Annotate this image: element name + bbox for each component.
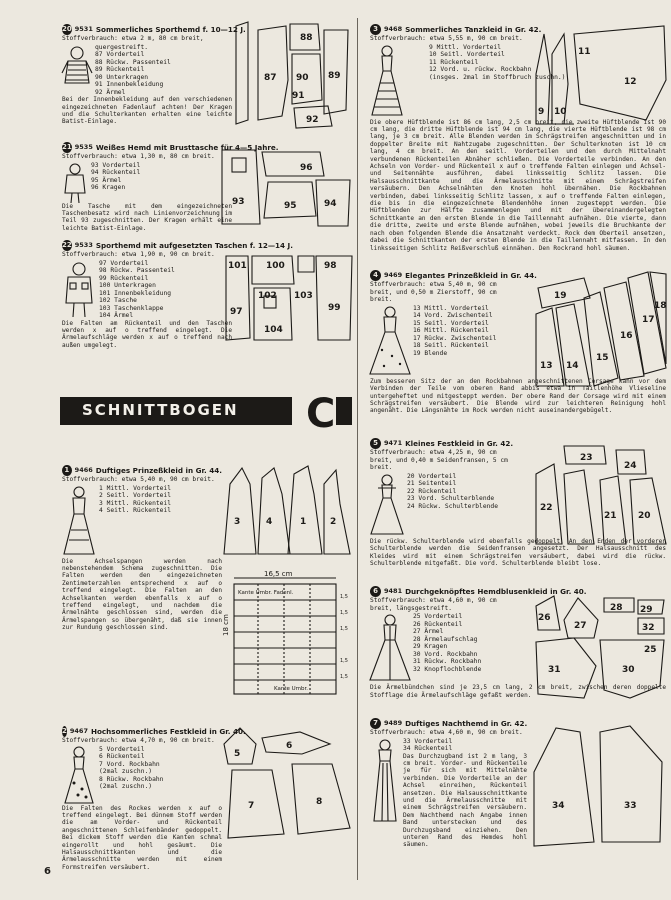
part-item: 87 Vorderteil (95, 51, 145, 59)
article-number: 9533 (74, 240, 93, 249)
parts-list (407, 473, 498, 538)
part-item: 6 Rückenteil (99, 753, 145, 761)
piece-label: 13 (540, 361, 553, 371)
fabric-consumption: Stoffverbrauch: etwa 5,55 m, 90 cm breit. (370, 35, 523, 42)
part-item: 33 Vorderteil (403, 737, 453, 745)
entry-description: Die Falten des Rockes werden x auf o treffend eingelegt. Bei dünnem Stoff werden die am Vorder- und Rückenteil angeschnittenen Schleifenbänder gedoppelt. Bei dickem Stoff werden die Kanten schmal eingerollt und hohl gesäumt. Die Halsausschnittkanten und die Ärmelausschnitte werden mit einem Formstreifen versäubert. (62, 804, 222, 871)
part-item: 10 Seitl. Vorderteil (429, 51, 505, 59)
dance-dress-illustration (370, 43, 404, 119)
piece-label: 87 (264, 73, 277, 83)
entry-number: 21 (62, 142, 72, 153)
entry-description: Das Durchzugband ist 2 m lang, 3 cm breit. Vorder- und Rückenteile je für sich mit Mittelnähte verbinden. Die Vorderteile an der Achsel einreihen, Rückenteil ansetzen. Die Halsausschnittkante und die Ärmelausschnitte mit einem Schrägstreifen versäubern. Dem Nachthemd nach Angabe innen Band unterstecken und des Durchzugsband einziehen. Den unteren Rand des Hemdes hohl säumen. (403, 752, 527, 849)
entry-number: 4 (370, 270, 381, 281)
page-number: 6 (44, 866, 51, 877)
article-number: 9531 (74, 24, 93, 33)
fabric-consumption: Stoffverbrauch: etwa 2 m, 80 cm breit, (62, 35, 204, 42)
fabric-consumption: Stoffverbrauch: etwa 4,60 m, 90 cm breit. (370, 729, 523, 736)
shirtwaist-dress-illustration (370, 612, 410, 684)
scheme-height-label: 18 cm (222, 614, 230, 636)
entry-heading (62, 465, 222, 476)
entry-number: 3 (370, 24, 381, 35)
part-item: 23 Vord. Schulterblende (407, 495, 495, 503)
piece-label: 100 (266, 261, 285, 271)
parts-list (99, 260, 175, 320)
part-item: 17 Rückw. Zwischenteil (413, 334, 497, 342)
pattern-pieces-6 (534, 590, 668, 702)
piece-label: 92 (306, 115, 319, 125)
sport-shirt-illustration (62, 259, 96, 317)
banner-letter: C (306, 391, 336, 437)
entry-description: Bei der Innenbekleidung auf den verschiedenen eingezeichneten Fadenlauf achten! Der Kragen und die Schulterkanten erhalten eine leichte Batist-Einlage. (62, 96, 232, 126)
part-item: 93 Vorderteil (91, 161, 141, 169)
piece-label: 89 (328, 71, 341, 81)
festive-dress-illustration (62, 745, 96, 805)
schnittbogen-banner (60, 391, 352, 437)
part-item: 99 Rückenteil (99, 274, 149, 282)
part-item: 3 Mittl. Rückenteil (99, 499, 172, 507)
article-number: 9466 (74, 465, 93, 474)
part-item: 31 Rückw. Rockbahn (413, 658, 482, 666)
pattern-entry-21 (62, 142, 279, 232)
piece-label: 3 (234, 517, 241, 527)
article-number: 9467 (69, 726, 88, 735)
part-item: 102 Tasche (99, 297, 137, 305)
strap-scheme-diagram (224, 566, 356, 706)
parts-list (413, 305, 496, 378)
piece-label: 28 (610, 603, 623, 613)
piece-label: 9 (538, 107, 545, 117)
entry-title: Hochsommerliches Festkleid in Gr. 40. (90, 726, 246, 736)
pattern-entry-22 (62, 240, 293, 349)
piece-label: 2 (330, 517, 337, 527)
entry-title: Kleines Festkleid in Gr. 42. (405, 438, 514, 448)
piece-label: 23 (580, 453, 593, 463)
part-item: 2 Seitl. Vorderteil (99, 492, 172, 500)
pattern-pieces-3 (534, 24, 668, 128)
piece-label: 11 (578, 47, 591, 57)
piece-label: 21 (604, 511, 617, 521)
article-number: 9481 (384, 586, 403, 595)
part-item: 103 Taschenklappe (99, 304, 164, 312)
pattern-pieces-21 (220, 146, 354, 228)
piece-label: 17 (642, 315, 655, 325)
piece-label: 15 (596, 353, 609, 363)
part-item: (2mal zuschn.) (99, 783, 153, 791)
part-item: 5 Vorderteil (99, 745, 145, 753)
part-item: 88 Rückw. Passenteil (95, 58, 171, 66)
child-shirt-illustration (62, 161, 88, 203)
parts-list (95, 44, 171, 97)
part-item: 97 Vorderteil (99, 259, 149, 267)
boy-shirt-illustration (62, 43, 92, 93)
piece-label: 103 (294, 291, 313, 301)
entry-title: Weißes Hemd mit Brusttasche für 4—5 Jahre. (95, 142, 279, 152)
entry-description: Die obere Hüftblende ist 86 cm lang, 2,5 cm breit, die zweite Hüftblende ist 90 cm lang, die dritte Hüftblende ist 94 cm lang, die vierte Hüftblende ist 98 cm lang, je 3 cm breit. Alle Blenden werden im Schrägstreifen angeschnitten und in doppelter Breite mit Nahtzugabe zugeschnitten. Der Schulterknoten ist 10 cm lang, 4 cm breit. An den seitl. Vorderteilen und den durch Mittelnaht verbundenen Rückenteilen Abnäher schließen. Die Vorderteile verbinden. An den Achseln von Vorder- und Rückenteil x auf o treffende Falten einlegen und Achsel- und Seitennähte ausführen, dabei linksseitig Schlitz lassen. Die Halsausschnittkante und die Ärmelausschnitte mit einem Schrägstreifen versäubern. Den Achselnähten den Knoten hohl übernähen. Die Rockbahnen verbinden, dabei linksseitig Schlitz lassen, x auf o treffende Falten einlegen, die bis in die eingezeichnete Blendenhöhe innen zugesteppt werden. Die Hüftblenden zur Hälfte zusammenlegen und mit der übereinandergelegten Schnittkante an den ersten Blende in die Taillennaht aufnähen. Die vierte, dann die dritte, zweite und erste Blende aufnähen, wobei jeweils die Bruchkante der nach oben folgenden Blende die Ansatznaht verdeckt. Rock dem Oberteil ansetzen, dabei die Schnittkanten der ersten Blende in die Taillennaht mitfassen. In den linksseitigen Schlitz Reißverschluß einnähen. Den Rockrand hohl säumen. (370, 118, 666, 252)
pattern-pieces-22 (224, 254, 354, 344)
scheme-top-label: Kante Umbr. Fadenl. (238, 590, 294, 596)
piece-label: 93 (232, 197, 245, 207)
piece-label: 22 (540, 503, 553, 513)
entry-title: Duftiges Prinzeßkleid in Gr. 44. (95, 465, 222, 475)
part-item: 7 Vord. Rockbahn (99, 760, 160, 768)
part-item: 90 Unterkragen (95, 73, 149, 81)
pattern-pieces-20 (228, 20, 352, 132)
entry-heading (370, 718, 530, 729)
part-item: 95 Ärmel (91, 176, 122, 184)
part-item: 27 Ärmel (413, 628, 444, 636)
piece-label: 10 (554, 107, 567, 117)
piece-label: 19 (554, 291, 567, 301)
part-item: quergestreift. (95, 43, 149, 51)
scheme-side-mark: 1,5 (340, 594, 348, 600)
piece-label: 97 (230, 307, 243, 317)
entry-description: Die Tasche mit dem eingezeichneten Taschenbesatz wird nach Linienvorzeichnung im Teil 93 zugeschnitten. Der Kragen erhält eine leichte Batist-Einlage. (62, 202, 232, 232)
piece-label: 31 (548, 665, 561, 675)
part-item: 30 Vord. Rockbahn (413, 650, 478, 658)
part-item: 11 Rückenteil (429, 58, 479, 66)
pattern-pieces-4 (534, 268, 668, 392)
part-item: 34 Rückenteil (403, 745, 453, 753)
part-item: 98 Rückw. Passenteil (99, 267, 175, 275)
part-item: (insges. 2mal im Stoffbruch zuschn.) (429, 73, 566, 81)
part-item: 16 Mittl. Rückenteil (413, 327, 489, 335)
part-item: 25 Vorderteil (413, 613, 463, 621)
piece-label: 4 (266, 517, 273, 527)
article-number: 9535 (74, 142, 93, 151)
piece-label: 34 (552, 801, 565, 811)
piece-label: 1 (300, 517, 307, 527)
part-item: 21 Seitenteil (407, 480, 457, 488)
piece-label: 94 (324, 199, 337, 209)
piece-label: 30 (622, 665, 635, 675)
pattern-entry-20 (62, 24, 246, 126)
right-column (358, 0, 671, 900)
fabric-consumption: Stoffverbrauch: etwa 1,30 m, 80 cm breit. (62, 153, 215, 160)
piece-label: 6 (286, 741, 293, 751)
article-number: 9471 (384, 438, 403, 447)
part-item: 22 Rückenteil (407, 487, 457, 495)
entry-description: Die Achselspangen werden nach nebenstehendem Schema zugeschnitten. Die Falten werden den eingezeichneten Zentimeterzahlen entsprechend x auf o treffend eingelegt. Die Falten an den Achselkanten werden ebenfalls x auf o treffend eingelegt, und nachdem die Ärmelnähte geschlossen sind, werden die Ärmelspangen so übergenäht, daß sie innen zur Rundung geschlossen sind. (62, 557, 222, 632)
entry-heading (62, 240, 293, 251)
piece-label: 91 (292, 91, 305, 101)
fabric-consumption: Stoffverbrauch: etwa 5,40 m, 90 cm breit, und 0,50 m Zierstoff, 90 cm breit. (370, 281, 497, 304)
entry-title: Sommerliches Tanzkleid in Gr. 42. (405, 24, 542, 34)
piece-label: 101 (228, 261, 247, 271)
part-item: 94 Rückenteil (91, 169, 141, 177)
entry-title: Sommerliches Sporthemd f. 10—12 J. (95, 24, 246, 34)
small-festive-dress-illustration (370, 472, 404, 538)
scheme-bottom-label: Kante Umbr. (274, 686, 309, 692)
piece-label: 26 (538, 613, 551, 623)
part-item: 9 Mittl. Vorderteil (429, 43, 502, 51)
part-item: 24 Rückw. Schulterblende (407, 502, 498, 510)
entry-title: Elegantes Prinzeßkleid in Gr. 44. (405, 270, 537, 280)
pattern-pieces-1 (224, 464, 352, 560)
piece-label: 24 (624, 461, 637, 471)
part-item: 15 Seitl. Vorderteil (413, 319, 489, 327)
part-item: 101 Innenbekleidung (99, 289, 172, 297)
part-item: 26 Rückenteil (413, 620, 463, 628)
pattern-pieces-7 (530, 722, 664, 852)
entry-number: 7 (370, 718, 381, 729)
banner-title: SCHNITTBOGEN (82, 401, 239, 419)
entry-number: 20 (62, 24, 72, 35)
elegant-princess-dress-illustration (370, 304, 410, 378)
piece-label: 88 (300, 33, 313, 43)
part-item: 104 Ärmel (99, 312, 134, 320)
entry-heading (62, 142, 279, 153)
piece-label: 25 (644, 645, 657, 655)
piece-label: 99 (328, 303, 341, 313)
piece-label: 7 (248, 801, 255, 811)
piece-label: 90 (296, 73, 309, 83)
part-item: 19 Blende (413, 349, 448, 357)
pattern-pieces-2 (222, 724, 354, 842)
piece-label: 29 (640, 605, 653, 615)
part-item: 13 Mittl. Vorderteil (413, 304, 489, 312)
entry-description: Die Falten am Rückenteil und den Taschen werden x auf o treffend eingelegt. Die Ärmelaufschläge werden x auf o treffend nach außen umgelegt. (62, 319, 232, 349)
part-item: 1 Mittl. Vorderteil (99, 484, 172, 492)
part-item: 4 Seitl. Rückenteil (99, 507, 172, 515)
part-item: 8 Rückw. Rockbahn (99, 775, 164, 783)
entry-title: Duftiges Nachthemd in Gr. 42. (405, 718, 528, 728)
pattern-entry-1 (62, 465, 222, 632)
article-number: 9468 (384, 24, 403, 33)
entry-number: 22 (62, 240, 72, 251)
parts-list (413, 613, 481, 684)
piece-label: 95 (284, 201, 297, 211)
parts-list (403, 738, 527, 753)
piece-label: 12 (624, 77, 637, 87)
fabric-consumption: Stoffverbrauch: etwa 4,25 m, 90 cm breit, und 0,40 m Seidenfransen, 5 cm breit. (370, 449, 508, 472)
parts-list (99, 485, 171, 558)
parts-list (91, 162, 140, 203)
piece-label: 20 (638, 511, 651, 521)
entry-number: 2 (62, 726, 67, 737)
part-item: 29 Kragen (413, 643, 448, 651)
part-item: 92 Ärmel (95, 88, 126, 96)
pattern-pieces-5 (534, 444, 668, 546)
article-number: 9489 (384, 718, 403, 727)
piece-label: 98 (324, 261, 337, 271)
scheme-side-mark: 1,5 (340, 658, 348, 664)
fabric-consumption: Stoffverbrauch: etwa 4,70 m, 90 cm breit. (62, 737, 215, 744)
article-number: 9469 (384, 270, 403, 279)
part-item: 100 Unterkragen (99, 282, 156, 290)
scheme-side-mark: 1,5 (340, 626, 348, 632)
piece-label: 96 (300, 163, 313, 173)
piece-label: 102 (258, 291, 277, 301)
part-item: 20 Vorderteil (407, 472, 457, 480)
part-item: 18 Seitl. Rückenteil (413, 342, 489, 350)
princess-dress-illustration (62, 484, 96, 558)
entry-number: 1 (62, 465, 72, 476)
piece-label: 32 (642, 623, 655, 633)
pattern-entry-2 (62, 726, 246, 871)
piece-label: 5 (234, 749, 241, 759)
piece-label: 33 (624, 801, 637, 811)
piece-label: 14 (566, 361, 579, 371)
entry-title: Sporthemd mit aufgesetzten Taschen f. 12—14 J. (95, 240, 293, 250)
fabric-consumption: Stoffverbrauch: etwa 5,40 m, 90 cm breit. (62, 476, 215, 483)
part-item: (2mal zuschn.) (99, 768, 153, 776)
pattern-entry-7 (370, 718, 530, 849)
piece-label: 16 (620, 331, 633, 341)
part-item: 89 Rückenteil (95, 66, 145, 74)
entry-number: 6 (370, 586, 381, 597)
piece-label: 104 (264, 325, 283, 335)
piece-label: 8 (316, 797, 323, 807)
fabric-consumption: Stoffverbrauch: etwa 4,60 m, 90 cm breit, längsgestreift. (370, 597, 497, 612)
entry-number: 5 (370, 438, 381, 449)
piece-label: 18 (654, 301, 667, 311)
scheme-side-mark: 1,5 (340, 674, 348, 680)
entry-title: Durchgeknöpftes Hemdblusenkleid in Gr. 40. (405, 586, 587, 596)
fabric-consumption: Stoffverbrauch: etwa 1,90 m, 90 cm breit. (62, 251, 215, 258)
part-item: 12 Vord. u. rückw. Rockbahn (429, 66, 532, 74)
part-item: 32 Knopflochblende (413, 665, 482, 673)
part-item: 96 Kragen (91, 184, 126, 192)
entry-description: Zum besseren Sitz der an den Rockbahnen angeschnittenen Corsage kann vor dem Verbinden der Teile vom oberen Rand abbis etwa in Taillenhöhe Vlieseline untergeheftet und mitgesteppt werden. Der obere Rand der Corsage wird mit einem Schrägstreifen versäubert. Die Blende wird zur leichteren Reinigung hohl angenäht. Die Längsnähte im Rock werden nicht auseinandergebügelt. (370, 377, 666, 415)
part-item: 14 Vord. Zwischenteil (413, 312, 493, 320)
entry-description: Die Ärmelbündchen sind je 23,5 cm lang, 2 cm breit, zwischen deren doppelte Stofflage die Ärmelaufschläge gefaßt werden. (370, 684, 666, 699)
piece-label: 27 (574, 621, 587, 631)
entry-description: Die rückw. Schulterblende wird ebenfalls gedoppelt. An den Enden der vorderen Schulterblende werden die Seidenfransen angesetzt. Der Halsausschnitt des Kleides wird mit einem Schrägstreifen versäubert, dabei wird die rückw. Schulterblende mitgefaßt. Die vord. Schulterblende bleibt lose. (370, 537, 666, 567)
scheme-width-label: 16,5 cm (264, 570, 293, 578)
nightgown-illustration (370, 737, 400, 823)
entry-heading (62, 24, 246, 35)
part-item: 28 Ärmelaufschlag (413, 635, 478, 643)
entry-heading (62, 726, 246, 737)
parts-list (99, 746, 163, 805)
part-item: 91 Innenbekleidung (95, 81, 164, 89)
scheme-side-mark: 1,5 (340, 610, 348, 616)
